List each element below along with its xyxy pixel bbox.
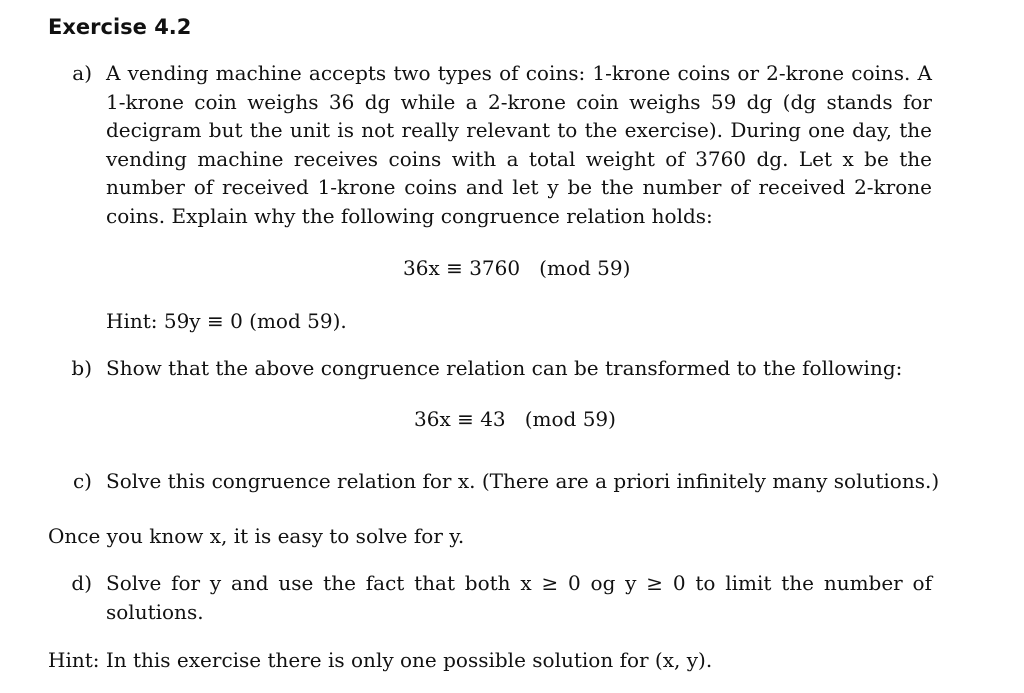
part-d-label: d) — [71, 571, 92, 595]
part-b-text: Show that the above congruence relation can be transformed to the following: — [106, 356, 903, 380]
part-b-label: b) — [71, 356, 92, 380]
part-a-hint: Hint: 59y ≡ 0 (mod 59). — [106, 309, 347, 333]
part-c-text: Solve this congruence relation for x. (There are a priori infinitely many solutions.) — [106, 469, 940, 493]
part-b-equation: 36x ≡ 43 (mod 59) — [414, 407, 616, 431]
part-c-label: c) — [72, 469, 92, 493]
part-d-text: Solve for y and use the fact that both x ≥ 0 og y ≥ 0 to limit the number of solutions. — [106, 571, 932, 624]
between-text: Once you know x, it is easy to solve for y. — [48, 524, 465, 548]
exercise-title: Exercise 4.2 — [48, 15, 192, 39]
final-hint: Hint: In this exercise there is only one possible solution for (x, y). — [48, 648, 713, 672]
part-a-equation: 36x ≡ 3760 (mod 59) — [403, 256, 631, 280]
part-a-label: a) — [72, 61, 92, 85]
part-a-text: A vending machine accepts two types of coins: 1-krone coins or 2-krone coins. A 1-krone coin weighs 36 dg while a 2-krone coin weighs 59 dg (dg stands for decigram but the unit is not really relevant to the exercise). During one day, the vending machine receives coins with a total weight of 3760 dg. Let x be the number of received 1-krone coins and let y be the number of received 2-krone coins. Explain why the following congruence relation holds: — [106, 61, 932, 228]
